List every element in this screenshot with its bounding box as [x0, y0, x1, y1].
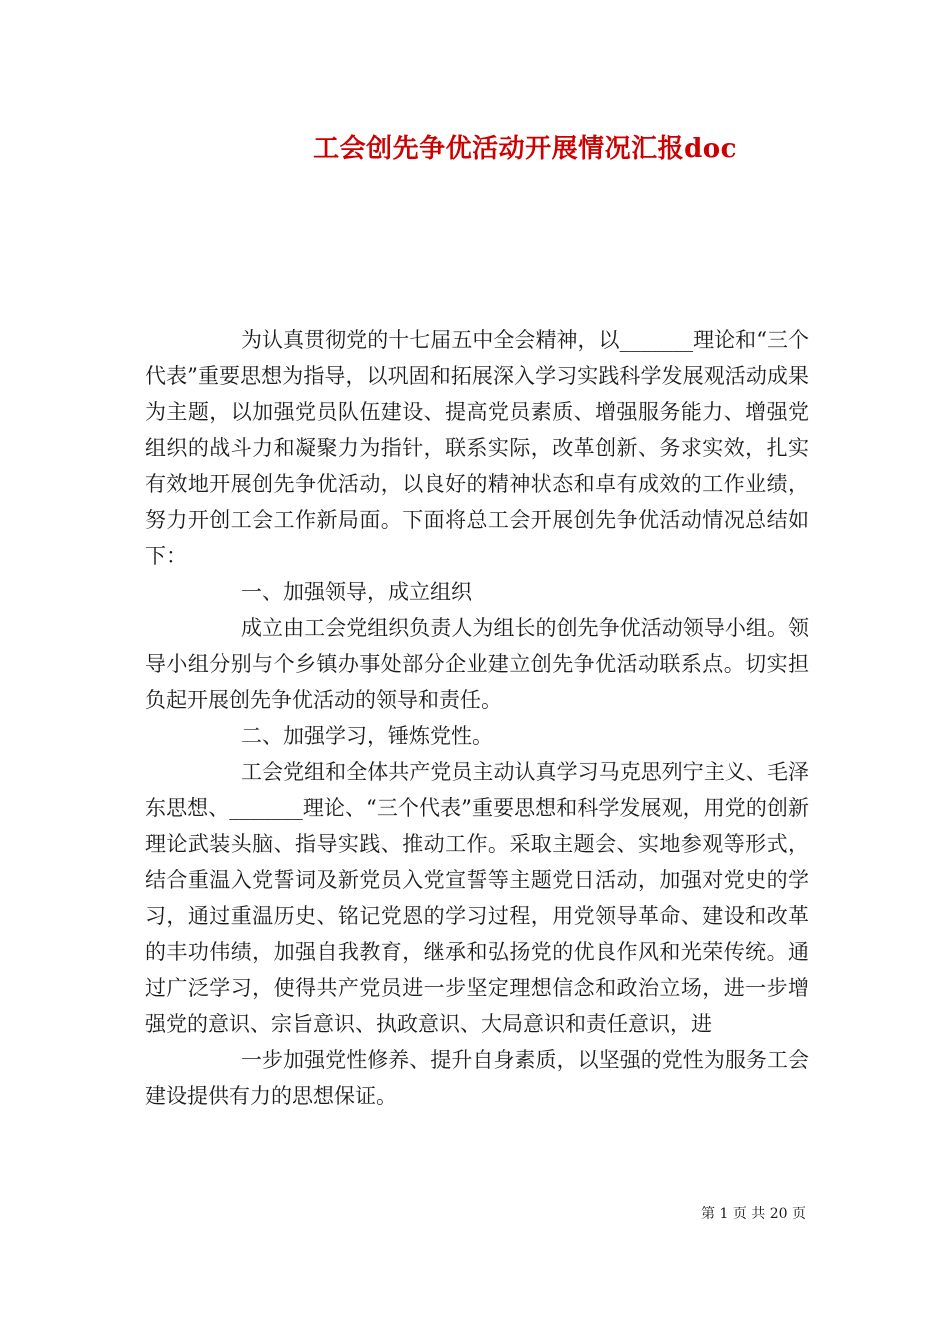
section-heading-1: 一、加强领导，成立组织 [241, 580, 472, 604]
document-body [145, 322, 809, 1114]
paragraph-section-1: 成立由工会党组织负责人为组长的创先争优活动领导小组。领导小组分别与个乡镇办事处部分企业建立创先争优活动联系点。切实担负起开展创先争优活动的领导和责任。 [145, 616, 809, 712]
page-number: 第 1 页 共 20 页 [701, 1206, 806, 1222]
document-title: 工会创先争优活动开展情况汇报doc [313, 134, 737, 164]
paragraph-section-2-cont: 一步加强党性修养、提升自身素质，以坚强的党性为服务工会建设提供有力的思想保证。 [145, 1048, 809, 1108]
paragraph-section-2: 工会党组和全体共产党员主动认真学习马克思列宁主义、毛泽东思想、_______理论、“三个代表”重要思想和科学发展观，用党的创新理论武装头脑、指导实践、推动工作。采取主题会、实地参观等形式，结合重温入党誓词及新党员入党宣誓等主题党日活动，加强对党史的学习，通过重温历史、铭记党恩的学习过程，用党领导革命、建设和改革的丰功伟绩，加强自我教育，继承和弘扬党的优良作风和光荣传统。通过广泛学习，使得共产党员进一步坚定理想信念和政治立场，进一步增强党的意识、宗旨意识、执政意识、大局意识和责任意识，进 [145, 760, 809, 1036]
paragraph-intro: 为认真贯彻党的十七届五中全会精神，以_______理论和“三个代表”重要思想为指导，以巩固和拓展深入学习实践科学发展观活动成果为主题，以加强党员队伍建设、提高党员素质、增强服务能力、增强党组织的战斗力和凝聚力为指针，联系实际，改革创新、务求实效，扎实有效地开展创先争优活动，以良好的精神状态和卓有成效的工作业绩，努力开创工会工作新局面。下面将总工会开展创先争优活动情况总结如下： [145, 328, 809, 568]
section-heading-2: 二、加强学习，锤炼党性。 [241, 724, 493, 748]
